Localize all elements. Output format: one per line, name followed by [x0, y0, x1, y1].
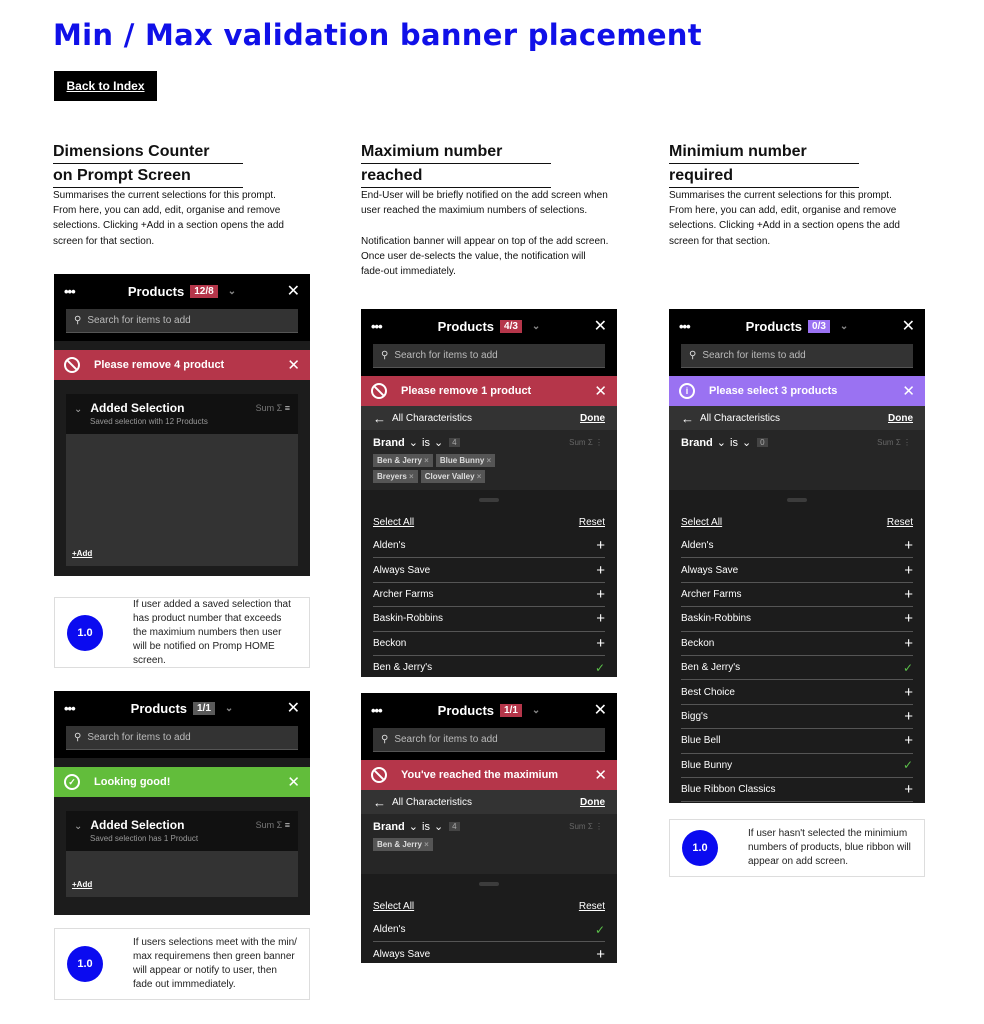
close-icon[interactable]: ✕: [593, 702, 607, 719]
prompt-panel-add-reached: [361, 693, 617, 963]
selection-count-badge: 4/3: [500, 320, 522, 333]
note-card: [669, 819, 925, 877]
list-item-label: Ben & Jerry's: [373, 662, 433, 674]
brand-list: [361, 918, 617, 963]
plus-icon[interactable]: +: [904, 585, 913, 603]
characteristics-nav: [361, 406, 617, 430]
search-placeholder: Search for items to add: [394, 734, 498, 745]
chip-remove-icon[interactable]: ×: [474, 472, 482, 481]
sum-menu[interactable]: [569, 438, 603, 447]
column-description: Summarises the current selections for this prompt. From here, you can add, edit, organise and remove selections. Clicking +Add in a section opens the add screen for that section.: [53, 190, 284, 247]
menu-icon[interactable]: ≡: [282, 403, 290, 413]
list-item-label: Best Choice: [681, 686, 735, 698]
chip-remove-icon[interactable]: ×: [406, 472, 414, 481]
column-heading: [361, 140, 551, 188]
list-item-label: Beckon: [681, 637, 715, 649]
kebab-icon[interactable]: ⋮: [900, 438, 911, 447]
column-heading: [53, 140, 243, 188]
plus-icon[interactable]: +: [904, 634, 913, 652]
search-placeholder: Search for items to add: [87, 732, 191, 743]
selected-chip[interactable]: [436, 454, 495, 467]
panel-header: [54, 274, 310, 308]
list-item[interactable]: [681, 729, 913, 753]
brand-dropdown[interactable]: Brand: [373, 820, 405, 833]
selection-count-badge: 1/1: [193, 702, 215, 715]
note-card: [54, 928, 310, 1000]
prompt-panel-add-max: [361, 309, 617, 677]
panel-header: [54, 691, 310, 725]
list-item-label: Baskin-Robbins: [681, 613, 752, 625]
list-item[interactable]: [373, 534, 605, 558]
chevron-down-icon[interactable]: ⌄: [839, 320, 849, 332]
list-item-label: Always Save: [681, 564, 739, 576]
selection-count-badge: 0/3: [808, 320, 830, 333]
list-item-label: Blue Bunny: [681, 759, 733, 771]
back-arrow-icon[interactable]: ←: [373, 410, 386, 426]
panel-title-group[interactable]: [54, 701, 310, 716]
search-placeholder: Search for items to add: [87, 315, 191, 326]
search-area: [54, 725, 310, 758]
validation-banner-success: [54, 767, 310, 797]
list-item-label: Alden's: [373, 540, 406, 552]
validation-banner-error: [54, 350, 310, 380]
prompt-panel-home-error: [54, 274, 310, 576]
plus-icon[interactable]: +: [596, 537, 605, 555]
card-title: Added Selection: [90, 401, 185, 415]
reset-link[interactable]: Reset: [578, 516, 605, 528]
heading-line: Minimium number: [669, 140, 859, 164]
chip-label: Breyers: [377, 472, 407, 481]
check-icon[interactable]: ✓: [594, 922, 605, 937]
list-item[interactable]: [681, 778, 913, 802]
page-title: Min / Max validation banner placement: [53, 18, 702, 52]
sum-label: Sum Σ: [877, 438, 901, 447]
more-options-icon[interactable]: •••: [64, 283, 75, 299]
list-item[interactable]: [681, 656, 913, 680]
chip-label: Clover Valley: [424, 472, 475, 481]
panel-header: [669, 309, 925, 343]
chevron-down-icon: ⌄: [741, 437, 752, 449]
list-item-label: Baskin-Robbins: [373, 613, 444, 625]
prompt-panel-add-min: [669, 309, 925, 803]
search-input[interactable]: [373, 728, 605, 752]
brand-dropdown[interactable]: Brand: [681, 436, 713, 449]
list-item[interactable]: [681, 754, 913, 778]
heading-line: Maximium number: [361, 140, 551, 164]
card-body: [66, 851, 298, 897]
chip-remove-icon[interactable]: ×: [421, 840, 429, 849]
kebab-icon[interactable]: ⋮: [592, 822, 603, 831]
more-options-icon[interactable]: •••: [679, 318, 690, 334]
list-item-label: Ben & Jerry's: [681, 662, 741, 674]
ban-icon: [371, 383, 387, 399]
banner-message: Please select 3 products: [709, 385, 838, 397]
list-item[interactable]: [373, 558, 605, 582]
search-area: [669, 343, 925, 376]
plus-icon[interactable]: +: [596, 561, 605, 579]
plus-icon[interactable]: +: [596, 945, 605, 963]
operator-dropdown[interactable]: is: [422, 820, 430, 833]
operator-dropdown[interactable]: is: [422, 436, 430, 449]
selected-chip[interactable]: [373, 838, 433, 851]
search-placeholder: Search for items to add: [394, 350, 498, 361]
back-arrow-icon[interactable]: ←: [373, 794, 386, 810]
prompt-panel-home-success: [54, 691, 310, 915]
heading-line: required: [669, 164, 859, 188]
back-to-index-button[interactable]: Back to Index: [54, 71, 157, 101]
brand-list: [361, 534, 617, 677]
sum-menu[interactable]: [256, 403, 290, 413]
list-item-label: Blue Ribbon Classics: [681, 784, 776, 796]
note-number: 1.0: [682, 830, 718, 866]
chip-label: Blue Bunny: [439, 456, 485, 465]
done-button[interactable]: Done: [580, 796, 605, 808]
brand-count: 4: [449, 822, 459, 831]
selected-chip[interactable]: [373, 470, 418, 483]
kebab-icon[interactable]: ⋮: [592, 438, 603, 447]
chip-remove-icon[interactable]: ×: [421, 456, 429, 465]
sum-menu[interactable]: [569, 822, 603, 831]
plus-icon[interactable]: +: [904, 537, 913, 555]
heading-line: Dimensions Counter: [53, 140, 243, 164]
drag-handle[interactable]: [669, 490, 925, 510]
column-description: End-User will be briefly notified on the add screen when user reached the maximium numbers of selections. Notification banner will appear on top of the add screen. Once user de-selects the value, the notification will fade-out immediately.: [361, 190, 609, 278]
characteristics-nav: [361, 790, 617, 814]
list-item-label: Always Save: [373, 948, 431, 960]
brand-count: 0: [757, 438, 767, 447]
list-item[interactable]: [681, 632, 913, 656]
close-icon[interactable]: ✕: [286, 700, 300, 717]
heading-line: on Prompt Screen: [53, 164, 243, 188]
list-item[interactable]: [681, 534, 913, 558]
banner-message: Please remove 1 product: [401, 385, 532, 397]
chip-label: Ben & Jerry: [377, 456, 422, 465]
sum-label: Sum Σ: [255, 403, 283, 413]
list-item-label: Alden's: [373, 924, 406, 936]
search-icon: ⚲: [74, 732, 82, 743]
add-link[interactable]: +Add: [72, 880, 93, 889]
list-item-label: Alden's: [681, 540, 714, 552]
banner-gap: [54, 341, 310, 350]
plus-icon[interactable]: +: [904, 707, 913, 725]
list-item[interactable]: [681, 558, 913, 582]
list-item-label: Bigg's: [681, 710, 708, 722]
check-icon[interactable]: ✓: [902, 758, 913, 773]
list-item[interactable]: [681, 583, 913, 607]
banner-message: Looking good!: [94, 776, 171, 788]
chevron-down-icon: ⌄: [408, 821, 418, 833]
validation-banner-error: [361, 760, 617, 790]
column-description: Summarises the current selections for this prompt. From here, you can add, edit, organise and remove selections. Clicking +Add in a section opens the add screen for that section.: [669, 190, 900, 247]
note-text: If user hasn't selected the minimium numbers of products, blue ribbon will appear on add screen.: [748, 828, 911, 867]
plus-icon[interactable]: +: [904, 561, 913, 579]
brand-list: [669, 534, 925, 802]
ban-icon: [371, 767, 387, 783]
ban-icon: [64, 357, 80, 373]
note-number: 1.0: [67, 946, 103, 982]
selected-chips: [373, 454, 513, 483]
list-item[interactable]: [373, 583, 605, 607]
select-all-link[interactable]: Select All: [373, 900, 415, 912]
list-item[interactable]: [373, 632, 605, 656]
panel-title-group[interactable]: [361, 319, 617, 334]
panel-title: Products: [437, 318, 495, 334]
search-area: [54, 308, 310, 341]
plus-icon[interactable]: +: [596, 585, 605, 603]
drag-handle[interactable]: [361, 490, 617, 510]
reset-link[interactable]: Reset: [578, 900, 605, 912]
selected-chips: [373, 838, 513, 851]
close-icon[interactable]: ✕: [286, 283, 300, 300]
selection-count-badge: 12/8: [190, 285, 217, 298]
info-icon: i: [679, 383, 695, 399]
card-header[interactable]: [66, 811, 298, 851]
card-header[interactable]: [66, 394, 298, 434]
list-item[interactable]: [681, 680, 913, 704]
card-subtitle: Saved selection with 12 Products: [90, 417, 208, 426]
banner-message: You've reached the maximium: [401, 769, 559, 781]
operator-dropdown[interactable]: is: [730, 436, 738, 449]
banner-close-icon[interactable]: ✕: [594, 383, 607, 400]
close-icon[interactable]: ✕: [901, 318, 915, 335]
banner-close-icon[interactable]: ✕: [594, 767, 607, 784]
banner-close-icon[interactable]: ✕: [287, 357, 300, 374]
chevron-down-icon: ⌄: [433, 821, 444, 833]
note-text: If users selections meet with the min/ max requiremens then green banner will appear or notify to user, then fade out immmediately.: [133, 937, 297, 990]
list-item-label: Archer Farms: [681, 588, 742, 600]
all-characteristics-link[interactable]: All Characteristics: [392, 796, 473, 808]
panel-title: Products: [130, 700, 188, 716]
done-button[interactable]: Done: [888, 412, 913, 424]
list-item[interactable]: [373, 656, 605, 677]
search-icon: ⚲: [74, 315, 82, 326]
selected-chip[interactable]: [373, 454, 433, 467]
all-characteristics-link[interactable]: All Characteristics: [392, 412, 473, 424]
search-input[interactable]: [373, 344, 605, 368]
chevron-down-icon[interactable]: ⌄: [224, 702, 234, 714]
check-icon[interactable]: ✓: [902, 660, 913, 675]
chip-remove-icon[interactable]: ×: [484, 456, 492, 465]
list-item-label: Beckon: [373, 637, 407, 649]
chevron-down-icon[interactable]: ⌄: [74, 821, 83, 832]
search-icon: ⚲: [381, 350, 389, 361]
selected-chip[interactable]: [421, 470, 486, 483]
chevron-down-icon[interactable]: ⌄: [531, 320, 541, 332]
back-arrow-icon[interactable]: ←: [681, 410, 694, 426]
validation-banner-error: [361, 376, 617, 406]
search-placeholder: Search for items to add: [702, 350, 806, 361]
chevron-down-icon: ⌄: [433, 437, 444, 449]
card-title: Added Selection: [90, 818, 185, 832]
sum-label: Sum Σ: [569, 438, 593, 447]
list-item[interactable]: [681, 607, 913, 631]
brand-dropdown[interactable]: Brand: [373, 436, 405, 449]
brand-filter: [669, 430, 925, 490]
banner-message: Please remove 4 product: [94, 359, 225, 371]
more-options-icon[interactable]: •••: [64, 700, 75, 716]
panel-title-group[interactable]: [361, 703, 617, 718]
drag-handle[interactable]: [361, 874, 617, 894]
chevron-down-icon[interactable]: ⌄: [531, 704, 541, 716]
banner-close-icon[interactable]: ✕: [287, 774, 300, 791]
more-options-icon[interactable]: •••: [371, 702, 382, 718]
chip-label: Ben & Jerry: [377, 840, 422, 849]
list-item-label: Blue Bell: [681, 735, 721, 747]
note-text: If user added a saved selection that has product number that exceeds the maximium numbers then user will be notified on Promp HOME screen.: [133, 598, 291, 666]
plus-icon[interactable]: +: [904, 781, 913, 799]
characteristics-nav: [669, 406, 925, 430]
panel-header: [361, 309, 617, 343]
brand-filter: [361, 430, 617, 490]
banner-close-icon[interactable]: ✕: [902, 383, 915, 400]
search-icon: ⚲: [381, 734, 389, 745]
card-subtitle: Saved selection has 1 Product: [90, 834, 199, 843]
list-actions: [361, 510, 617, 534]
panel-header: [361, 693, 617, 727]
search-input[interactable]: [66, 726, 298, 750]
plus-icon[interactable]: +: [904, 683, 913, 701]
plus-icon[interactable]: +: [596, 634, 605, 652]
added-selection-card: [66, 394, 298, 566]
plus-icon[interactable]: +: [904, 732, 913, 750]
list-actions: [669, 510, 925, 534]
plus-icon[interactable]: +: [596, 610, 605, 628]
note-card: [54, 597, 310, 668]
column-heading: [669, 140, 859, 188]
search-input[interactable]: [66, 309, 298, 333]
search-icon: ⚲: [689, 350, 697, 361]
sum-label: Sum Σ: [569, 822, 593, 831]
panel-title-group[interactable]: [669, 319, 925, 334]
list-item-label: Always Save: [373, 564, 431, 576]
heading-line: reached: [361, 164, 551, 188]
check-icon[interactable]: ✓: [594, 660, 605, 675]
all-characteristics-link[interactable]: All Characteristics: [700, 412, 781, 424]
sum-menu[interactable]: [877, 438, 911, 447]
list-item[interactable]: [681, 705, 913, 729]
select-all-link[interactable]: Select All: [681, 516, 723, 528]
panel-title: Products: [437, 702, 495, 718]
list-item[interactable]: [373, 942, 605, 963]
plus-icon[interactable]: +: [904, 610, 913, 628]
list-item-label: Archer Farms: [373, 588, 434, 600]
reset-link[interactable]: Reset: [886, 516, 913, 528]
list-item[interactable]: [373, 607, 605, 631]
panel-title-group[interactable]: [54, 284, 310, 299]
sum-menu[interactable]: [256, 820, 290, 830]
panel-title: Products: [127, 283, 185, 299]
add-link[interactable]: +Add: [72, 549, 93, 558]
search-input[interactable]: [681, 344, 913, 368]
search-area: [361, 343, 617, 376]
search-area: [361, 727, 617, 760]
panel-title: Products: [745, 318, 803, 334]
banner-gap: [54, 758, 310, 767]
brand-filter: [361, 814, 617, 874]
note-number: 1.0: [67, 615, 103, 651]
validation-banner-info: [669, 376, 925, 406]
done-button[interactable]: Done: [580, 412, 605, 424]
selection-count-badge: 1/1: [500, 704, 522, 717]
close-icon[interactable]: ✕: [593, 318, 607, 335]
chevron-down-icon[interactable]: ⌄: [74, 404, 83, 415]
chevron-down-icon: ⌄: [716, 437, 726, 449]
brand-count: 4: [449, 438, 459, 447]
menu-icon[interactable]: ≡: [282, 820, 290, 830]
more-options-icon[interactable]: •••: [371, 318, 382, 334]
chevron-down-icon[interactable]: ⌄: [227, 285, 237, 297]
card-body: [66, 434, 298, 566]
chevron-down-icon: ⌄: [408, 437, 418, 449]
select-all-link[interactable]: Select All: [373, 516, 415, 528]
added-selection-card: [66, 811, 298, 897]
sum-label: Sum Σ: [255, 820, 283, 830]
list-actions: [361, 894, 617, 918]
list-item[interactable]: [373, 918, 605, 942]
check-circle-icon: ✓: [64, 774, 80, 790]
